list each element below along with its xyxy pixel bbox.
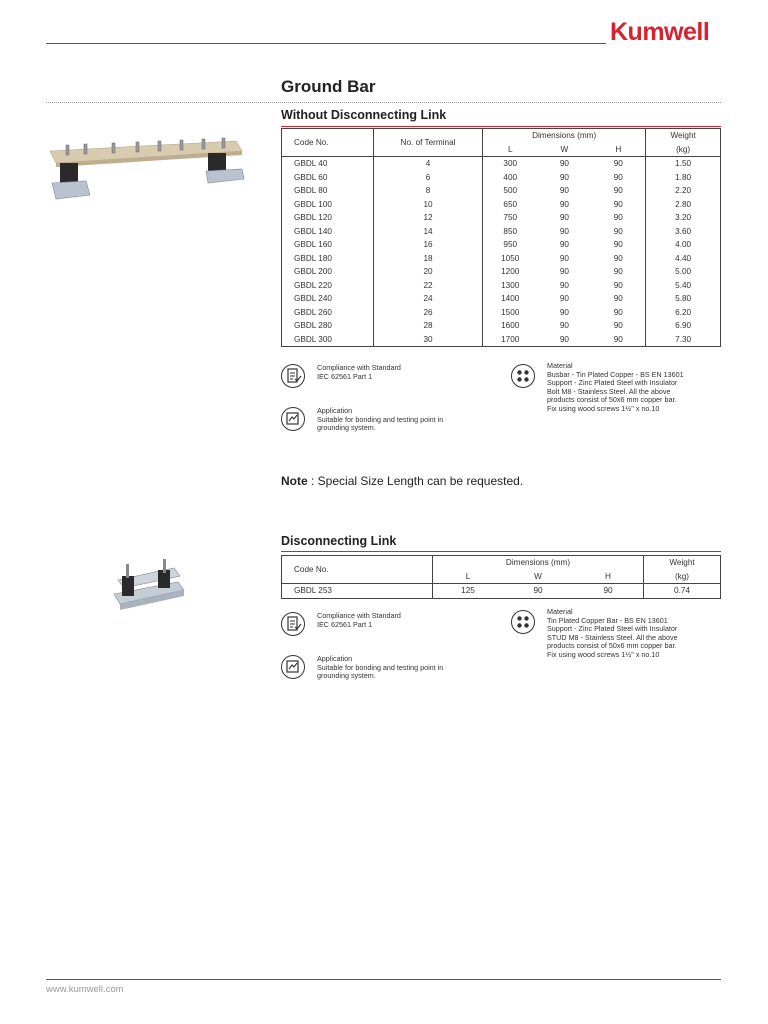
cell-w: 90 [559,280,569,290]
cell-weight: 2.80 [646,198,721,212]
cell-weight: 0.74 [644,584,721,599]
compliance-checklist-icon [281,612,305,636]
table-row [282,211,721,225]
cell-w: 90 [559,334,569,344]
header-dimensions: Dimensions (mm) [433,556,644,570]
cell-weight: 1.80 [646,171,721,185]
compliance-feature [281,612,497,636]
material-feature [511,362,727,414]
cell-code: GBDL 80 [294,186,328,195]
compliance-text: IEC 62561 Part 1 [317,619,373,629]
application-chart-icon [281,407,305,431]
table-row [282,198,721,212]
footer-rule [46,979,721,980]
cell-terminal: 20 [373,265,482,279]
section-rule [281,126,721,127]
material-title: Material [547,361,573,370]
table-row [282,171,721,185]
table-row [282,184,721,198]
material-line4: products consist of 50x6 mm copper bar. [547,395,677,405]
cell-code: GBDL 100 [294,199,332,209]
cell-l: 650 [483,198,538,212]
cell-code: GBDL 240 [294,294,332,303]
cell-l: 950 [483,238,538,252]
material-bolts-icon [511,610,535,634]
cell-w: 90 [559,321,569,330]
cell-w: 90 [559,226,569,236]
material-line5: Fix using wood screws 1½" x no.10 [547,403,660,413]
cell-l: 850 [483,225,538,239]
compliance-title: Compliance with Standard [317,363,401,372]
cell-l: 1600 [483,319,538,333]
material-line3: STUD M8 - Stainless Steel. All the above [547,632,678,642]
table-row [282,265,721,279]
cell-terminal: 22 [373,279,482,293]
cell-w: 90 [559,199,569,209]
table-row [282,584,721,599]
application-chart-icon [281,655,305,679]
cell-weight: 2.20 [646,184,721,198]
cell-terminal: 12 [373,211,482,225]
disconnecting-link-product-image [108,556,188,626]
cell-h: 90 [613,267,623,276]
material-line5: Fix using wood screws 1½" x no.10 [547,649,660,659]
cell-l: 1500 [483,306,538,320]
cell-weight: 5.80 [646,292,721,306]
cell-code: GBDL 260 [294,307,332,317]
dotted-divider [46,102,721,103]
cell-w: 90 [559,172,569,182]
header-dimensions: Dimensions (mm) [483,129,646,143]
cell-code: GBDL 253 [294,586,332,595]
application-feature [281,655,497,681]
cell-weight: 6.90 [646,319,721,333]
cell-h: 90 [613,307,623,317]
cell-l: 400 [483,171,538,185]
cell-l: 1300 [483,279,538,293]
header-weight: Weight [646,129,721,143]
cell-terminal: 26 [373,306,482,320]
cell-weight: 3.60 [646,225,721,239]
section-title-without-link: Without Disconnecting Link [281,108,447,122]
header-code: Code No. [282,129,374,157]
material-line3: Bolt M8 - Stainless Steel. All the above [547,386,671,396]
cell-h: 90 [613,294,623,303]
cell-h: 90 [613,321,623,330]
cell-l: 1700 [483,333,538,347]
cell-w: 90 [559,253,569,263]
material-line1: Busbar - Tin Plated Copper - BS EN 13601 [547,369,684,379]
table-row [282,319,721,333]
cell-w: 90 [559,267,569,276]
cell-l: 750 [483,211,538,225]
cell-terminal: 10 [373,198,482,212]
cell-l: 500 [483,184,538,198]
cell-terminal: 14 [373,225,482,239]
cell-terminal: 30 [373,333,482,347]
cell-terminal: 24 [373,292,482,306]
cell-l: 1200 [483,265,538,279]
header-weight-unit: (kg) [644,570,721,584]
application-title: Application [317,654,353,663]
cell-weight: 4.40 [646,252,721,266]
cell-code: GBDL 140 [294,226,332,236]
compliance-text: IEC 62561 Part 1 [317,371,373,381]
cell-weight: 7.30 [646,333,721,347]
cell-l: 125 [433,584,504,599]
application-line1: Suitable for bonding and testing point in [317,414,444,424]
cell-w: 90 [559,294,569,303]
note [281,474,523,488]
brand-logo: Kumwell [610,18,710,46]
cell-w: 90 [559,159,569,168]
cell-code: GBDL 280 [294,321,332,330]
header-weight: Weight [644,556,721,570]
material-feature [511,608,727,660]
page-title: Ground Bar [281,77,376,96]
section-rule [281,551,721,552]
cell-w: 90 [559,186,569,195]
cell-h: 90 [613,159,623,168]
cell-l: 1400 [483,292,538,306]
cell-w: 90 [559,307,569,317]
cell-l: 1050 [483,252,538,266]
application-line2: grounding system. [317,671,376,681]
cell-weight: 5.40 [646,279,721,293]
cell-terminal: 18 [373,252,482,266]
material-line2: Support - Zinc Plated Steel with Insulator [547,624,678,634]
header-h: H [573,570,644,584]
ground-bar-product-image [46,135,246,205]
cell-code: GBDL 120 [294,213,332,222]
table-row [282,225,721,239]
table-row [282,306,721,320]
header-rule [46,43,606,44]
cell-h: 90 [613,280,623,290]
cell-terminal: 16 [373,238,482,252]
cell-h: 90 [613,172,623,182]
cell-code: GBDL 160 [294,240,332,249]
cell-terminal: 28 [373,319,482,333]
cell-w: 90 [533,586,543,595]
cell-code: GBDL 220 [294,280,332,290]
cell-weight: 6.20 [646,306,721,320]
material-title: Material [547,607,573,616]
cell-w: 90 [559,213,569,222]
header-terminal: No. of Terminal [373,129,482,157]
cell-h: 90 [613,186,623,195]
cell-terminal: 8 [373,184,482,198]
header-h: H [591,143,645,157]
compliance-checklist-icon [281,364,305,388]
cell-code: GBDL 40 [294,159,328,168]
material-line1: Tin Plated Copper Bar - BS EN 13601 [547,615,668,625]
material-bolts-icon [511,364,535,388]
spec-table-without-link [281,128,721,347]
section-title-disconnecting-link: Disconnecting Link [281,534,397,548]
material-line4: products consist of 50x6 mm copper bar. [547,641,677,651]
header-l: L [433,570,504,584]
cell-h: 90 [603,586,613,595]
cell-h: 90 [613,334,623,344]
application-line1: Suitable for bonding and testing point in [317,662,444,672]
cell-h: 90 [613,240,623,249]
table-row [282,238,721,252]
cell-code: GBDL 180 [294,253,332,263]
cell-w: 90 [559,240,569,249]
application-line2: grounding system. [317,423,376,433]
note-label: Note [281,474,308,488]
table-row [282,279,721,293]
cell-h: 90 [613,253,623,263]
application-feature [281,407,497,433]
header-w: W [537,143,591,157]
application-title: Application [317,406,353,415]
cell-h: 90 [613,226,623,236]
cell-l: 300 [483,157,538,171]
cell-terminal: 4 [373,157,482,171]
compliance-feature [281,364,497,388]
header-w: W [503,570,573,584]
cell-code: GBDL 60 [294,172,328,182]
cell-weight: 3.20 [646,211,721,225]
cell-weight: 5.00 [646,265,721,279]
table-row [282,252,721,266]
header-weight-unit: (kg) [646,143,721,157]
note-text: : Special Size Length can be requested. [307,474,524,488]
footer-website-link[interactable]: www.kumwell.com [46,984,124,995]
table-row [282,157,721,171]
header-l: L [483,143,538,157]
cell-h: 90 [613,213,623,222]
table-row [282,333,721,347]
spec-table-disconnecting-link [281,555,721,599]
cell-code: GBDL 200 [294,267,332,276]
cell-weight: 4.00 [646,238,721,252]
cell-code: GBDL 300 [294,334,332,344]
cell-terminal: 6 [373,171,482,185]
header-code: Code No. [282,556,433,584]
cell-weight: 1.50 [646,157,721,171]
cell-h: 90 [613,199,623,209]
compliance-title: Compliance with Standard [317,611,401,620]
material-line2: Support - Zinc Plated Steel with Insulator [547,378,678,388]
table-row [282,292,721,306]
